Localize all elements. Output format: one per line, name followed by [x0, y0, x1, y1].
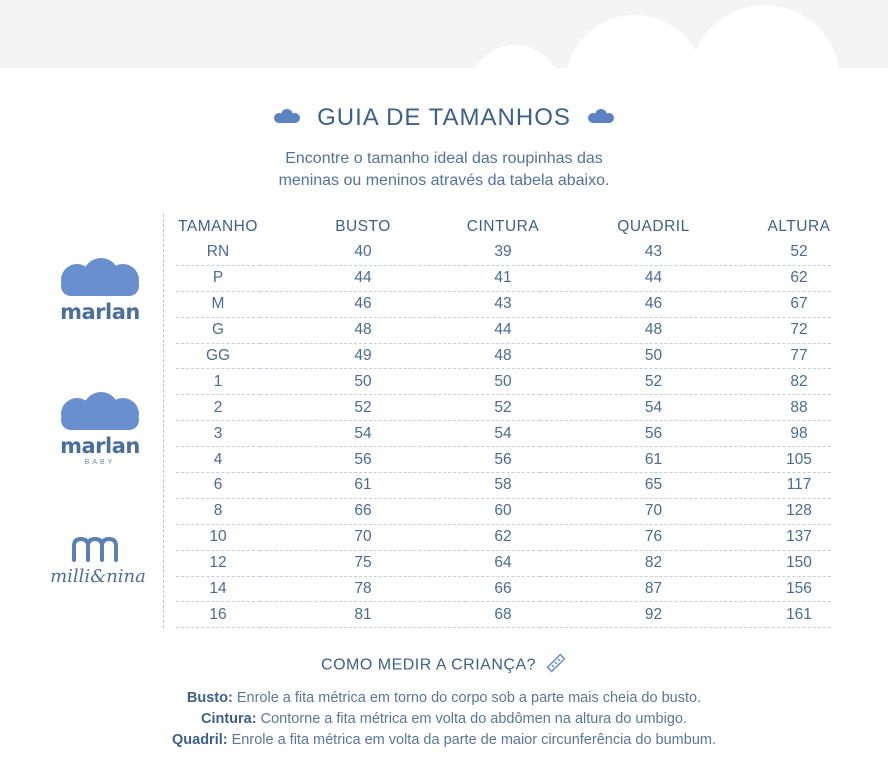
table-cell: 61 — [260, 473, 466, 499]
table-cell: 48 — [260, 317, 466, 343]
table-cell: 61 — [540, 447, 767, 473]
table-cell: 92 — [540, 602, 767, 628]
table-cell: 117 — [767, 473, 831, 499]
table-cell: 4 — [176, 447, 260, 473]
cloud-icon — [271, 108, 303, 129]
table-cell: 66 — [260, 498, 466, 524]
table-cell: M — [176, 291, 260, 317]
table-cell: 76 — [540, 524, 767, 550]
table-row — [176, 602, 831, 628]
cloud-icon — [55, 390, 145, 430]
instruction-line — [0, 730, 888, 751]
page-title: GUIA DE TAMANHOS — [317, 104, 571, 131]
table-cell: 54 — [540, 395, 767, 421]
table-cell: 70 — [260, 524, 466, 550]
table-cell: 3 — [176, 421, 260, 447]
marlan-baby-logo — [52, 390, 148, 466]
table-cell: 16 — [176, 602, 260, 628]
table-cell: 43 — [540, 240, 767, 265]
table-row — [176, 343, 831, 369]
table-row — [176, 447, 831, 473]
table-cell: 105 — [767, 447, 831, 473]
table-cell: 6 — [176, 473, 260, 499]
table-cell: 2 — [176, 395, 260, 421]
table-row — [176, 291, 831, 317]
table-cell: G — [176, 317, 260, 343]
table-row — [176, 369, 831, 395]
brand-name: milli&nina — [50, 566, 146, 587]
table-cell: 82 — [767, 369, 831, 395]
size-table — [176, 214, 831, 628]
column-header: TAMANHO — [178, 218, 258, 235]
cloud-icon — [55, 256, 145, 296]
table-cell: 54 — [466, 421, 540, 447]
table-cell: 77 — [767, 343, 831, 369]
table-cell: RN — [176, 240, 260, 265]
marlan-logo — [52, 256, 148, 323]
table-cell: 41 — [466, 265, 540, 291]
table-cell: 14 — [176, 576, 260, 602]
instruction-label: Busto: — [186, 690, 233, 706]
table-cell: 82 — [540, 550, 767, 576]
instruction-text: Enrole a fita métrica em torno do corpo sob a parte mais cheia do busto. — [236, 690, 702, 706]
table-cell: 46 — [540, 291, 767, 317]
header-band — [0, 0, 888, 68]
table-cell: 68 — [466, 602, 540, 628]
table-cell: 43 — [466, 291, 540, 317]
measure-instructions — [0, 688, 888, 751]
table-row — [176, 550, 831, 576]
table-cell: 137 — [767, 524, 831, 550]
size-table-wrap — [163, 214, 844, 628]
table-cell: 128 — [767, 498, 831, 524]
table-cell: 48 — [466, 343, 540, 369]
table-row — [176, 498, 831, 524]
table-cell: 52 — [767, 240, 831, 265]
table-cell: 64 — [466, 550, 540, 576]
table-cell: 65 — [540, 473, 767, 499]
mm-monogram-icon — [68, 534, 128, 562]
table-cell: 56 — [540, 421, 767, 447]
table-row — [176, 576, 831, 602]
table-cell: 10 — [176, 524, 260, 550]
table-cell: 156 — [767, 576, 831, 602]
table-cell: 44 — [466, 317, 540, 343]
table-cell: 50 — [540, 343, 767, 369]
table-cell: 49 — [260, 343, 466, 369]
table-cell: 150 — [767, 550, 831, 576]
table-cell: 81 — [260, 602, 466, 628]
table-cell: P — [176, 265, 260, 291]
table-row — [176, 317, 831, 343]
milli-nina-logo — [38, 534, 158, 587]
table-row — [176, 395, 831, 421]
table-cell: 66 — [466, 576, 540, 602]
table-cell: 39 — [466, 240, 540, 265]
table-cell: 12 — [176, 550, 260, 576]
subtitle-line: meninas ou meninos através da tabela abaixo. — [278, 172, 610, 189]
brand-name: marlan — [60, 434, 140, 458]
brand-name: marlan — [60, 300, 140, 324]
column-header: CINTURA — [466, 218, 540, 235]
table-cell: 62 — [767, 265, 831, 291]
table-cell: 54 — [260, 421, 466, 447]
table-cell: 52 — [540, 369, 767, 395]
table-cell: 58 — [466, 473, 540, 499]
measure-title: COMO MEDIR A CRIANÇA? — [321, 656, 537, 674]
subtitle-line: Encontre o tamanho ideal das roupinhas das — [285, 150, 603, 167]
brand-sub: BABY — [84, 459, 116, 466]
column-header: QUADRIL — [617, 218, 690, 235]
table-cell: 70 — [540, 498, 767, 524]
title-row — [0, 104, 888, 132]
table-cell: 50 — [260, 369, 466, 395]
table-row — [176, 473, 831, 499]
table-row — [176, 265, 831, 291]
table-row — [176, 524, 831, 550]
table-cell: 67 — [767, 291, 831, 317]
table-cell: 1 — [176, 369, 260, 395]
cloud-icon — [585, 108, 617, 129]
table-cell: 72 — [767, 317, 831, 343]
table-cell: 60 — [466, 498, 540, 524]
table-row — [176, 240, 831, 265]
instruction-text: Contorne a fita métrica em volta do abdômen na altura do umbigo. — [260, 711, 687, 727]
instruction-label: Cintura: — [200, 711, 257, 727]
subtitle — [0, 148, 888, 192]
table-cell: 50 — [466, 369, 540, 395]
table-cell: 8 — [176, 498, 260, 524]
table-cell: 98 — [767, 421, 831, 447]
table-cell: 88 — [767, 395, 831, 421]
table-cell: 62 — [466, 524, 540, 550]
instruction-line — [0, 688, 888, 709]
instruction-text: Enrole a fita métrica em volta da parte de maior circunferência do bumbum. — [231, 732, 716, 748]
table-cell: 52 — [260, 395, 466, 421]
table-cell: 40 — [260, 240, 466, 265]
table-cell: 44 — [540, 265, 767, 291]
measure-section-title — [0, 652, 888, 679]
table-cell: 75 — [260, 550, 466, 576]
table-cell: GG — [176, 343, 260, 369]
column-header: BUSTO — [335, 218, 391, 235]
table-cell: 44 — [260, 265, 466, 291]
table-cell: 48 — [540, 317, 767, 343]
instruction-label: Quadril: — [172, 732, 228, 748]
table-cell: 56 — [466, 447, 540, 473]
table-cell: 46 — [260, 291, 466, 317]
table-cell: 78 — [260, 576, 466, 602]
table-header-row — [176, 214, 831, 240]
table-cell: 87 — [540, 576, 767, 602]
table-row — [176, 421, 831, 447]
column-header: ALTURA — [767, 218, 831, 235]
ruler-icon — [545, 652, 567, 679]
table-cell: 52 — [466, 395, 540, 421]
table-cell: 56 — [260, 447, 466, 473]
instruction-line — [0, 709, 888, 730]
table-cell: 161 — [767, 602, 831, 628]
